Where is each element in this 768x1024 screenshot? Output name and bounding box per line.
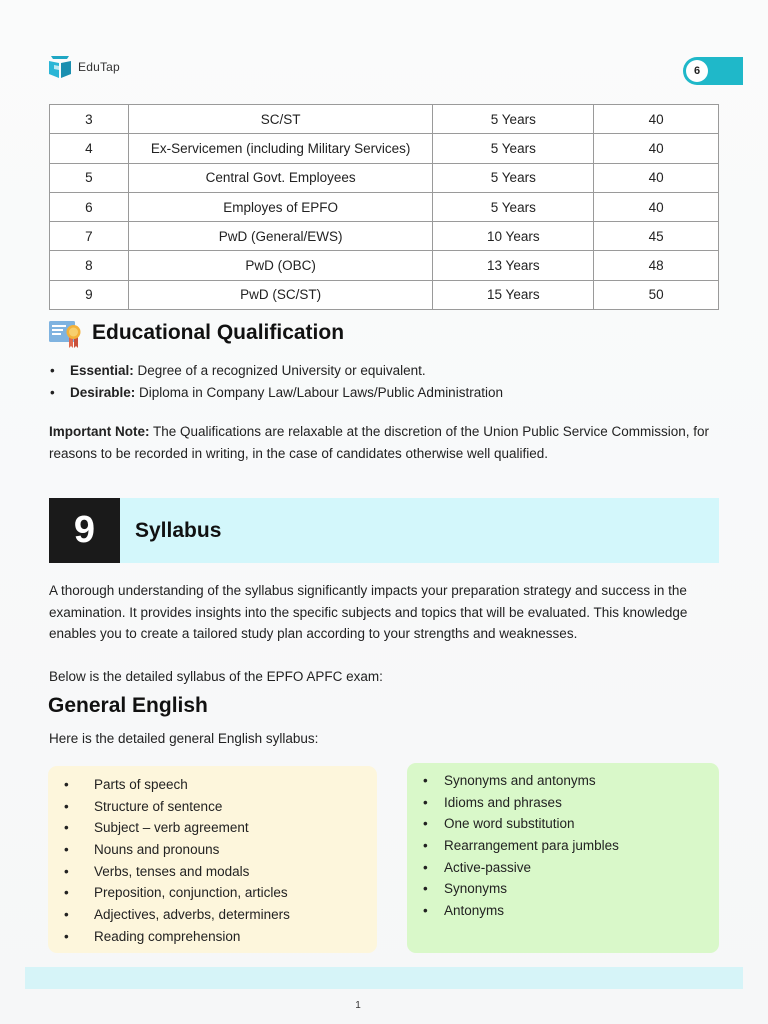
brand-name: EduTap	[78, 60, 120, 74]
list-item: • Structure of sentence	[64, 796, 290, 818]
english-topics-left-list	[64, 774, 290, 948]
table-row	[50, 134, 719, 163]
serial-cell: 8	[50, 251, 129, 280]
list-item: • One word substitution	[423, 813, 619, 835]
category-cell: PwD (SC/ST)	[128, 280, 433, 309]
education-heading	[48, 316, 344, 350]
general-english-intro: Here is the detailed general English syllabus:	[49, 731, 319, 746]
table-row	[50, 163, 719, 192]
edutap-logo-icon	[48, 54, 72, 80]
list-item: • Synonyms	[423, 878, 619, 900]
english-topics-left-box	[48, 766, 377, 953]
list-item	[48, 382, 503, 404]
page-badge-number: 6	[686, 60, 708, 82]
header	[48, 54, 120, 80]
relaxation-cell: 15 Years	[433, 280, 594, 309]
education-title: Educational Qualification	[92, 321, 345, 344]
desirable-label: Desirable:	[70, 385, 136, 400]
section-title: Syllabus	[135, 519, 222, 542]
note-label: Important Note:	[49, 424, 150, 439]
category-cell: Employes of EPFO	[128, 192, 433, 221]
list-item: • Antonyms	[423, 900, 619, 922]
list-item: • Subject – verb agreement	[64, 817, 290, 839]
list-item: • Adjectives, adverbs, determiners	[64, 904, 290, 926]
desirable-text: Diploma in Company Law/Labour Laws/Public Administration	[135, 385, 503, 400]
general-english-title: General English	[48, 694, 208, 717]
section-banner	[49, 498, 719, 563]
syllabus-intro: A thorough understanding of the syllabus significantly impacts your preparation strategy and success in the examination. It provides insights into the specific subjects and topics that will be evaluated. This knowledge enables you to create a tailored study plan according to your strengths and weaknesses.	[49, 583, 688, 642]
relaxation-cell: 5 Years	[433, 105, 594, 134]
list-item: • Rearrangement para jumbles	[423, 835, 619, 857]
max-age-cell: 40	[594, 105, 719, 134]
list-item: • Nouns and pronouns	[64, 839, 290, 861]
list-item: • Idioms and phrases	[423, 792, 619, 814]
note-text: The Qualifications are relaxable at the discretion of the Union Public Service Commission, for reasons to be recorded in writing, in the case of candidates otherwise well qualified.	[49, 424, 710, 461]
list-item: • Preposition, conjunction, articles	[64, 882, 290, 904]
max-age-cell: 40	[594, 163, 719, 192]
category-cell: SC/ST	[128, 105, 433, 134]
list-item: • Active-passive	[423, 857, 619, 879]
page-badge	[683, 57, 743, 85]
serial-cell: 4	[50, 134, 129, 163]
relaxation-cell: 13 Years	[433, 251, 594, 280]
list-item	[48, 360, 503, 382]
relaxation-cell: 5 Years	[433, 163, 594, 192]
serial-cell: 3	[50, 105, 129, 134]
list-item: • Verbs, tenses and modals	[64, 861, 290, 883]
serial-cell: 9	[50, 280, 129, 309]
syllabus-below: Below is the detailed syllabus of the EPFO APFC exam:	[49, 669, 383, 684]
category-cell: PwD (General/EWS)	[128, 222, 433, 251]
certificate-icon	[48, 316, 84, 350]
list-item: • Reading comprehension	[64, 926, 290, 948]
relaxation-cell: 10 Years	[433, 222, 594, 251]
age-relaxation-table	[49, 104, 719, 310]
max-age-cell: 40	[594, 192, 719, 221]
max-age-cell: 45	[594, 222, 719, 251]
table-row	[50, 192, 719, 221]
english-topics-right-list	[423, 770, 619, 922]
english-topics-right-box	[407, 763, 719, 953]
essential-label: Essential:	[70, 363, 134, 378]
serial-cell: 7	[50, 222, 129, 251]
serial-cell: 6	[50, 192, 129, 221]
footer-strip	[25, 967, 743, 989]
section-number: 9	[49, 498, 120, 563]
important-note	[49, 421, 719, 465]
table-row	[50, 251, 719, 280]
category-cell: Ex-Servicemen (including Military Services)	[128, 134, 433, 163]
list-item: • Parts of speech	[64, 774, 290, 796]
table-row	[50, 105, 719, 134]
relaxation-cell: 5 Years	[433, 134, 594, 163]
max-age-cell: 48	[594, 251, 719, 280]
category-cell: Central Govt. Employees	[128, 163, 433, 192]
qualification-list	[48, 360, 503, 404]
list-item: • Synonyms and antonyms	[423, 770, 619, 792]
page-number: 1	[355, 1000, 361, 1011]
category-cell: PwD (OBC)	[128, 251, 433, 280]
table-row	[50, 222, 719, 251]
max-age-cell: 50	[594, 280, 719, 309]
essential-text: Degree of a recognized University or equivalent.	[133, 363, 426, 378]
table-row	[50, 280, 719, 309]
serial-cell: 5	[50, 163, 129, 192]
relaxation-cell: 5 Years	[433, 192, 594, 221]
max-age-cell: 40	[594, 134, 719, 163]
